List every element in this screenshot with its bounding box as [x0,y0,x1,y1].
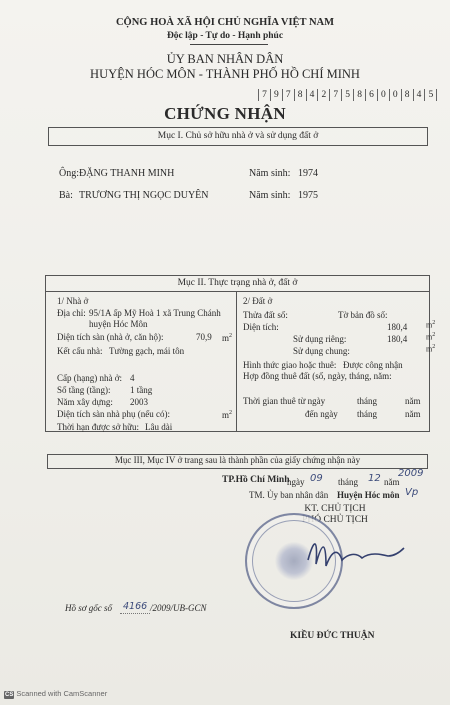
map-label: Tờ bản đồ số: [338,310,388,320]
section3-note: Mục III, Mục IV ở trang sau là thành phần của giấy chứng nhận này [114,455,361,465]
parcel-label: Thửa đất số: [243,310,288,320]
owner2-birth-label: Năm sinh: [249,190,291,201]
lease-from-year-label: năm [405,396,421,406]
owner2-birth-year: 1975 [298,190,318,201]
district-name: Huyện Hóc môn [337,490,400,500]
role-line1: KT. CHỦ TỊCH [304,504,366,514]
other-area-unit: $m^2$ [222,410,233,420]
land-area-label: Diện tích: [243,322,279,332]
committee-heading: ỦY BAN NHÂN DÂN [166,52,284,66]
register-number-dots [120,613,150,614]
private-use-unit: $m^2$ [426,332,436,342]
other-area-label: Diện tích sàn nhà phụ (nếu có): [57,409,170,419]
serial-digit: 5 [341,89,353,101]
signing-year-label: năm [384,477,400,487]
address-label: Địa chỉ: [57,308,86,318]
grade-label: Cấp (hạng) nhà ở: [57,373,122,383]
ownership-time-label: Thời hạn được sở hữu: [57,422,140,432]
structure-label: Kết cấu nhà: [57,346,103,356]
motto: Độc lập - Tự do - Hạnh phúc [166,31,284,41]
signing-year: 2009 [398,468,424,479]
address-line2: huyện Hóc Môn [89,319,148,329]
signing-place: TP.Hồ Chí Minh [222,475,290,485]
scanner-watermark: CS Scanned with CamScanner [5,689,108,698]
signing-day: 09 [310,473,323,484]
initials: Vp [405,487,419,498]
signing-month-label: tháng [338,477,358,487]
signing-day-label: ngày [287,477,305,487]
serial-digit: 7 [258,89,270,101]
ownership-time-value: Lâu dài [145,422,173,432]
on-behalf-label: TM. Ủy ban nhân dân [249,490,329,500]
serial-digit: 4 [413,89,425,101]
grade-value: 4 [130,373,135,383]
address-line1: 95/1A ấp Mỹ Hoà 1 xã Trung Chánh [89,308,221,318]
owner1-birth-year: 1974 [298,168,318,179]
structure-value: Tường gạch, mái tôn [109,346,185,356]
signer-name: KIỀU ĐỨC THUẬN [290,631,375,641]
allocation-form-value: Được công nhận [343,360,403,370]
register-label: Hồ sơ gốc số [65,603,113,613]
serial-digit: 7 [329,89,341,101]
house-title: 1/ Nhà ở [57,296,89,306]
owner1-name: ĐẶNG THANH MINH [79,168,175,179]
private-use-value: 180,4 [387,334,408,344]
shared-use-unit: $m^2$ [426,344,436,354]
lease-to-month-label: tháng [357,409,377,419]
owner2-label: Bà: [59,190,73,201]
year-built-value: 2003 [130,397,148,407]
floors-value: 1 tầng [130,385,153,395]
private-use-label: Sử dụng riêng: [293,334,347,344]
serial-digit: 8 [353,89,365,101]
land-area-value: 180,4 [387,322,408,332]
floor-area-label: Diện tích sàn (nhà ở, căn hộ): [57,332,164,342]
lease-to-year-label: năm [405,409,421,419]
motto-underline [190,44,268,45]
section2-heading-divider [45,291,430,292]
handwritten-signature [300,530,410,580]
serial-digit: 0 [377,89,389,101]
register-number: 4166 [123,601,148,612]
owner1-label: Ông: [59,168,79,179]
serial-digit: 7 [282,89,294,101]
certificate-title: CHỨNG NHẬN [164,104,286,123]
district-heading: HUYỆN HÓC MÔN - THÀNH PHỐ HỒ CHÍ MINH [90,67,360,81]
floor-area-unit: $m^2$ [222,333,233,343]
year-built-label: Năm xây dựng: [57,397,113,407]
section2-column-divider [236,291,237,431]
serial-digit: 8 [401,89,413,101]
allocation-form-label: Hình thức giao hoặc thuê: [243,360,337,370]
floor-area-value: 70,9 [196,332,212,342]
serial-number-boxes [258,89,437,101]
camscanner-logo-icon: CS [5,692,14,698]
section1-heading: Mục I. Chủ sở hữu nhà ở và sử dụng đất ở [157,131,319,141]
serial-digit: 4 [306,89,318,101]
signing-month: 12 [368,473,381,484]
serial-digit: 5 [424,89,437,101]
serial-digit: 2 [317,89,329,101]
land-title: 2/ Đất ở [243,296,273,306]
floors-label: Số tầng (tầng): [57,385,111,395]
owner1-birth-label: Năm sinh: [249,168,291,179]
role-line2: PHÓ CHỦ TỊCH [302,515,368,525]
serial-digit: 8 [294,89,306,101]
section2-heading: Mục II. Thực trạng nhà ở, đất ở [177,278,298,288]
lease-to-label: đến ngày [305,409,338,419]
shared-use-label: Sử dụng chung: [293,346,350,356]
serial-digit: 0 [389,89,401,101]
serial-digit: 9 [270,89,282,101]
lease-from-month-label: tháng [357,396,377,406]
register-suffix: /2009/UB-GCN [150,603,207,613]
republic-heading: CỘNG HOÀ XÃ HỘI CHỦ NGHĨA VIỆT NAM [115,17,335,28]
lease-contract-label: Hợp đồng thuê đất (số, ngày, tháng, năm: [243,371,392,381]
owner2-name: TRƯƠNG THỊ NGỌC DUYÊN [79,190,209,201]
land-area-unit: $m^2$ [426,320,436,330]
lease-from-label: Thời gian thuê từ ngày [243,396,326,406]
serial-digit: 6 [365,89,377,101]
